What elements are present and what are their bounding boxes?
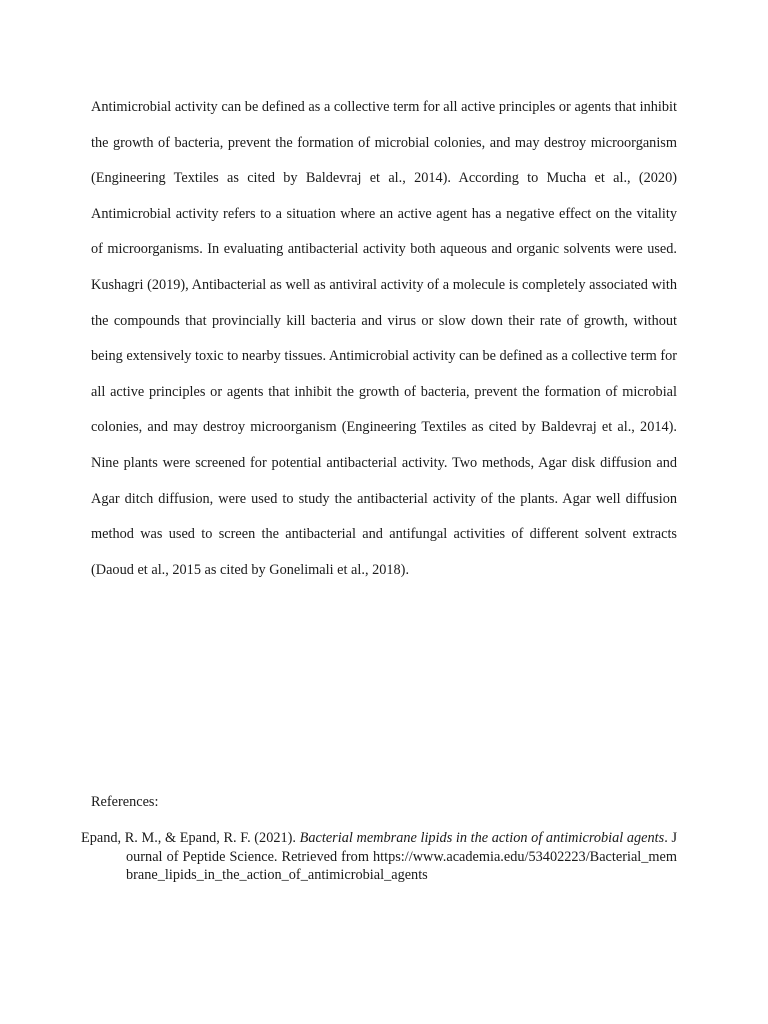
reference-source: . Journal of Peptide Science. Retrieved from https://www.academia.edu/53402223/Bacterial_membrane_lipids_in_the_action_of_antimicrobial_agents — [126, 830, 678, 883]
reference-title: Bacterial membrane lipids in the action of antimicrobial agents — [299, 830, 665, 846]
reference-entry — [81, 829, 678, 885]
reference-authors: Epand, R. M., & Epand, R. F. (2021). — [81, 830, 300, 846]
body-paragraph: Antimicrobial activity can be defined as a collective term for all active principles or agents that inhibit the growth of bacteria, prevent the formation of microbial colonies, and may destroy microorganism (Engineering Textiles as cited by Baldevraj et al., 2014). According to Mucha et al., (2020) Antimicrobial activity refers to a situation where an active agent has a negative effect on the vitality of microorganisms. In evaluating antibacterial activity both aqueous and organic solvents were used. Kushagri (2019), Antibacterial as well as antiviral activity of a molecule is completely associated with the compounds that provincially kill bacteria and virus or slow down their rate of growth, without being extensively toxic to nearby tissues. Antimicrobial activity can be defined as a collective term for all active principles or agents that inhibit the growth of bacteria, prevent the formation of microbial colonies, and may destroy microorganism (Engineering Textiles as cited by Baldevraj et al., 2014). Nine plants were screened for potential antibacterial activity. Two methods, Agar disk diffusion and Agar ditch diffusion, were used to study the antibacterial activity of the plants. Agar well diffusion method was used to screen the antibacterial and antifungal activities of different solvent extracts (Daoud et al., 2015 as cited by Gonelimali et al., 2018). — [91, 99, 677, 578]
references-heading: References: — [91, 794, 159, 810]
